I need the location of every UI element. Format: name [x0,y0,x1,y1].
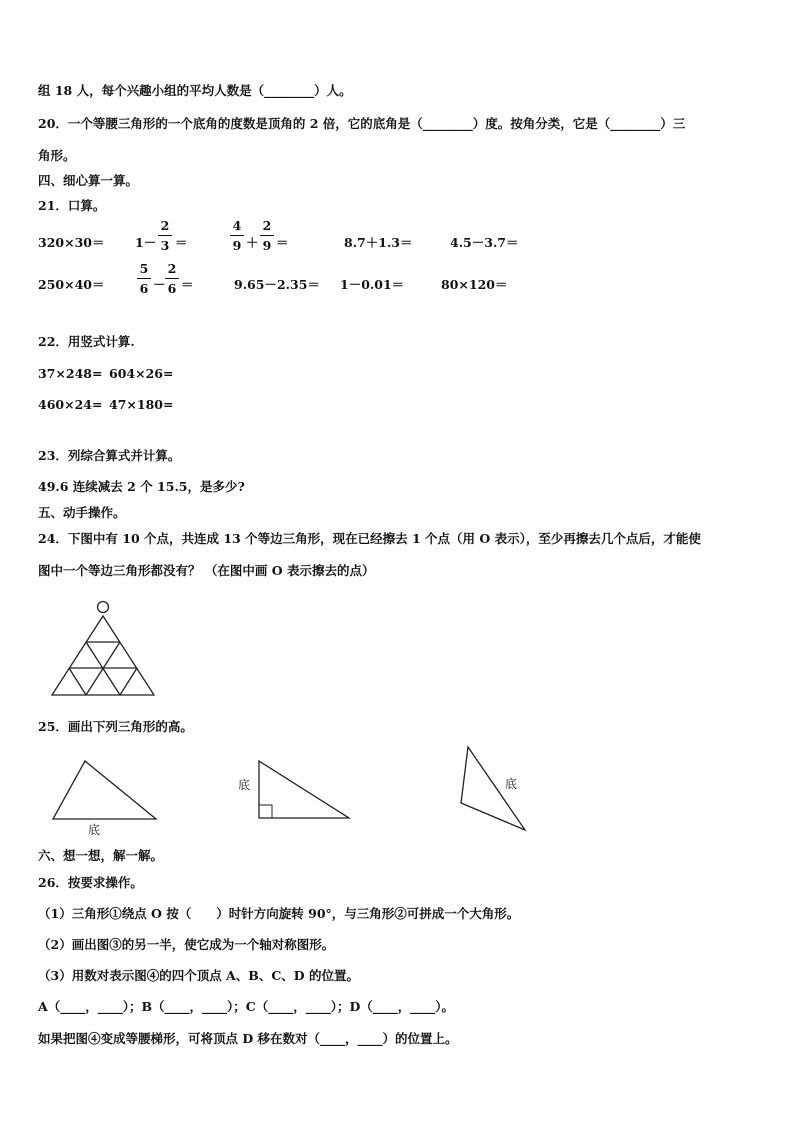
q20-line2: 角形。 [38,148,76,163]
fraction-bar [158,235,172,236]
q26-part2: （2）画出图③的另一半，使它成为一个轴对称图形。 [38,937,335,952]
triangle-figure-2 [232,756,356,822]
fraction-2-6 [165,262,179,295]
fraction-4-9 [230,219,244,252]
oral-r1c2-post: ＝ [175,235,188,250]
q26-part3: （3）用数对表示图④的四个顶点 A、B、C、D 的位置。 [38,968,359,983]
vertical-calc-a: 37×248= [38,366,103,381]
numerator: 5 [139,261,149,276]
denominator: 9 [262,238,272,253]
oral-r1c4: 8.7＋1.3＝ [344,235,413,250]
oral-r1c3-post: ＝ [276,235,289,250]
oral-r1c1: 320×30＝ [38,235,105,250]
oral-r1c5: 4.5－3.7＝ [450,235,519,250]
triangle-grid-figure [40,596,170,700]
fraction-5-6 [137,262,151,295]
fraction-bar [260,235,274,236]
q23-heading: 23．列综合算式并计算。 [38,448,181,463]
q20-line1: 20．一个等腰三角形的一个底角的度数是顶角的 2 倍，它的底角是（________）度。按角分类，它是（________）三 [38,116,686,131]
grid-line-d4 [120,668,137,695]
erased-point-circle [98,602,109,613]
vertical-calc-c: 460×24= [38,397,103,412]
denominator: 3 [160,238,170,253]
q24-line1: 24．下图中有 10 个点，共连成 13 个等边三角形，现在已经擦去 1 个点（用 O 表示），至少再擦去几个点后，才能使 [38,531,701,546]
fraction-bar [165,278,179,279]
numerator: 2 [262,218,272,233]
oral-r2c2-post: ＝ [181,277,194,292]
numerator: 4 [232,218,242,233]
q24-line2: 图中一个等边三角形都没有？ （在图中画 O 表示擦去的点） [38,563,375,578]
section-5-heading: 五、动手操作。 [38,505,126,520]
q26-part1: （1）三角形①绕点 O 按（ ）时针方向旋转 90°，与三角形②可拼成一个大角形。 [38,906,520,921]
q23-body: 49.6 连续减去 2 个 15.5，是多少? [38,479,245,494]
base-label-3: 底 [505,777,518,791]
oral-r2c5: 80×120＝ [441,277,508,292]
oral-r1c2-pre: 1－ [135,235,157,250]
section-4-heading: 四、细心算一算。 [38,173,139,188]
q19-tail: 组 18 人，每个兴趣小组的平均人数是（________）人。 [38,83,352,98]
fraction-bar [137,278,151,279]
denominator: 9 [232,238,242,253]
q26-coordinates: A（____，____）；B（____，____）；C（____，____）；D（____，____）。 [38,999,455,1014]
oral-r2c4: 1－0.01＝ [340,277,405,292]
q26-heading: 26．按要求操作。 [38,875,143,890]
fraction-2-9 [260,219,274,252]
oral-r2c3: 9.65－2.35＝ [234,277,320,292]
oral-r1c3-op: ＋ [246,235,259,250]
triangle-figure-1 [50,758,162,838]
q22-heading: 22．用竖式计算. [38,334,135,349]
outer-triangle [52,616,154,695]
fraction-2-3 [158,219,172,252]
oral-r2c2-op: － [153,277,166,292]
numerator: 2 [167,261,177,276]
triangle-figure-3 [456,744,536,836]
right-angle-mark [259,805,272,818]
triangle-1 [53,761,156,819]
q25-heading: 25．画出下列三角形的高。 [38,719,193,734]
oral-r2c1: 250×40＝ [38,277,105,292]
grid-line-d2 [69,668,86,695]
base-label-1: 底 [88,823,101,837]
numerator: 2 [160,218,170,233]
denominator: 6 [139,281,149,296]
base-label-2: 底 [238,778,251,792]
fraction-bar [230,235,244,236]
denominator: 6 [167,281,177,296]
q21-heading: 21．口算。 [38,198,106,213]
section-6-heading: 六、想一想，解一解。 [38,848,164,863]
q26-trapezoid: 如果把图④变成等腰梯形，可将顶点 D 移在数对（____，____）的位置上。 [38,1031,458,1046]
vertical-calc-d: 47×180= [109,397,174,412]
vertical-calc-b: 604×26= [109,366,174,381]
